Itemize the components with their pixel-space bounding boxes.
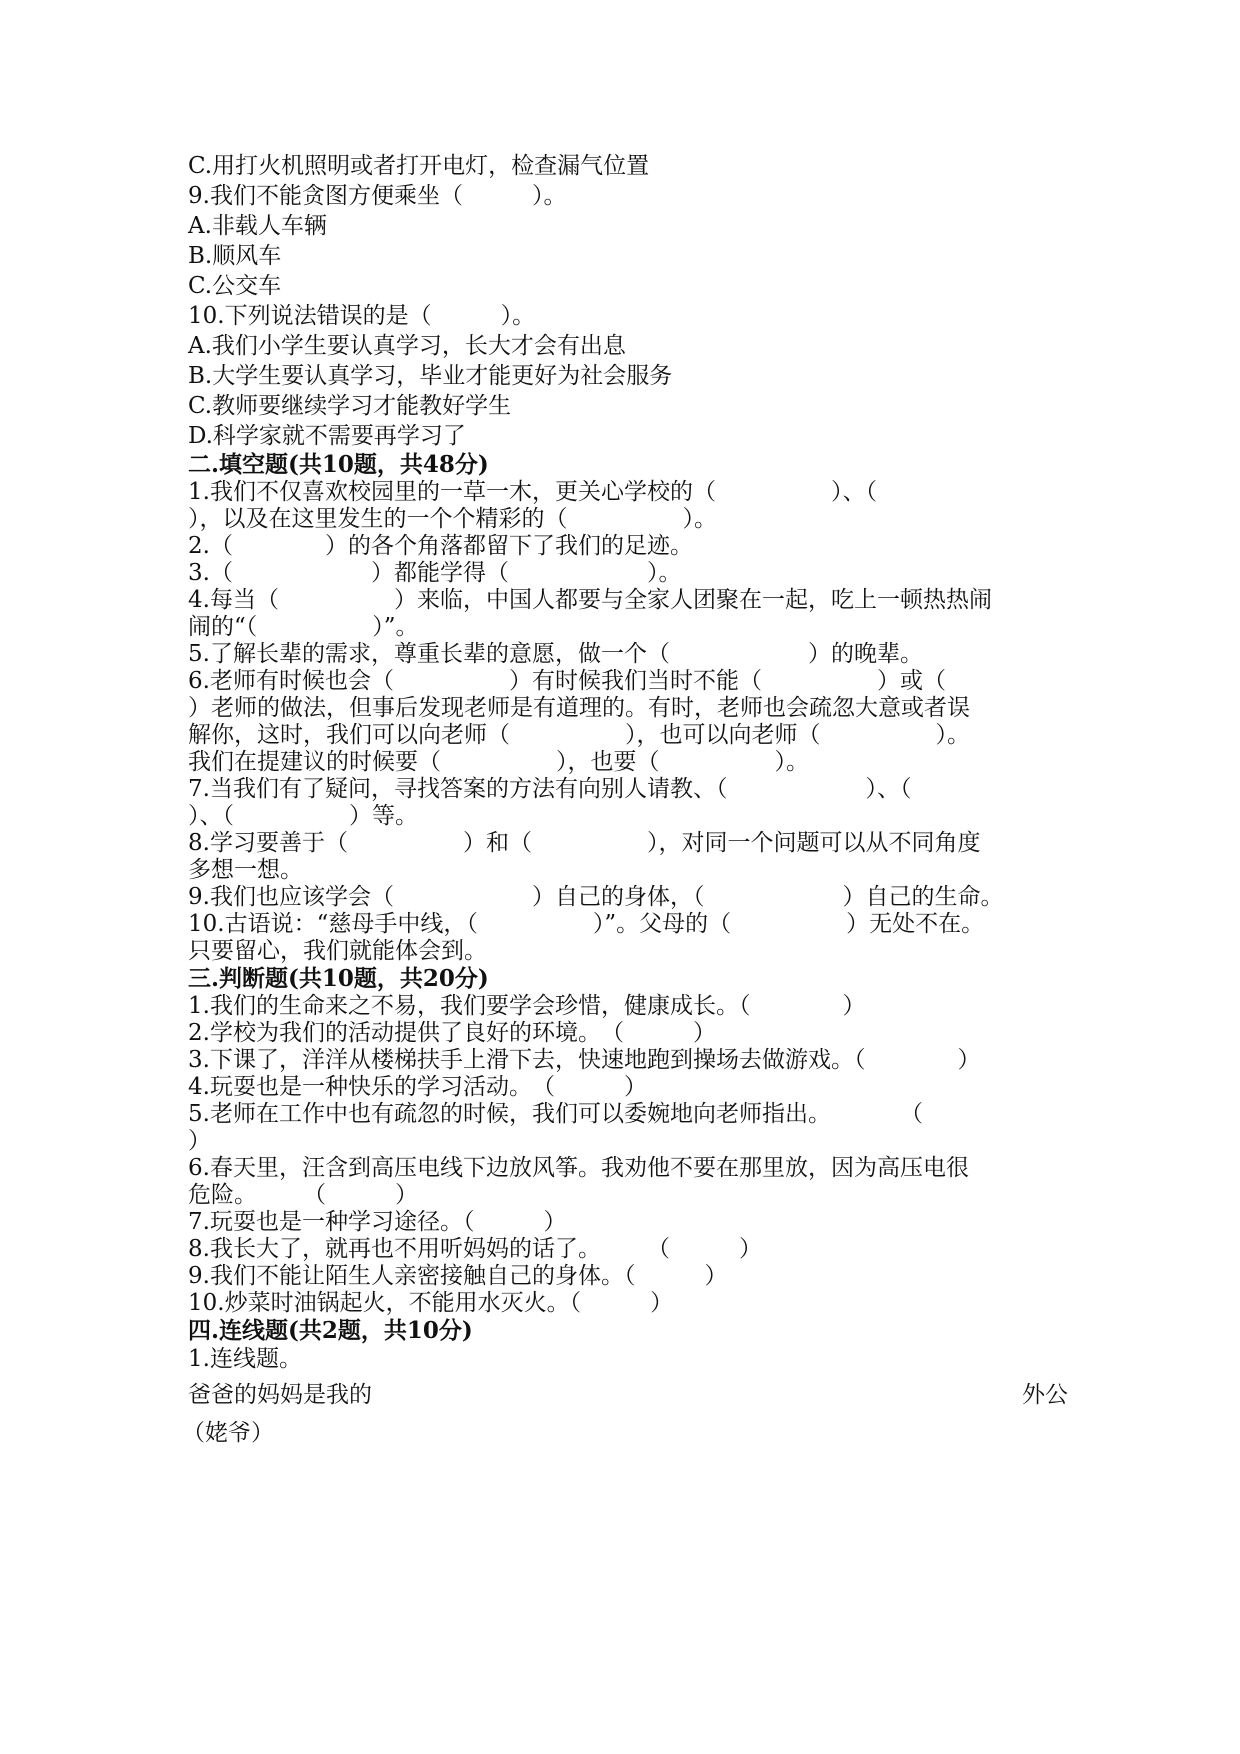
fill-line: 10.古语说：“慈母手中线，（ ）”。父母的（ ）无处不在。	[188, 911, 985, 937]
fill-line: 多想一想。	[188, 857, 303, 883]
q10-option-b: B.大学生要认真学习，毕业才能更好为社会服务	[188, 363, 673, 389]
fill-line: 6.老师有时候也会（ ）有时候我们当时不能（ ）或（	[188, 668, 946, 694]
judge-line: 8.我长大了，就再也不用听妈妈的话了。 （ ）	[188, 1236, 762, 1262]
fill-line: ）老师的做法，但事后发现老师是有道理的。有时，老师也会疏忽大意或者误	[188, 695, 970, 721]
fill-line: 5.了解长辈的需求，尊重长辈的意愿，做一个（ ）的晚辈。	[188, 641, 923, 667]
q9-option-c: C.公交车	[188, 273, 282, 299]
match-right-note: （姥爷）	[182, 1420, 274, 1446]
fill-line: 1.我们不仅喜欢校园里的一草一木，更关心学校的（ ）、（	[188, 479, 877, 505]
match-section-heading: 四.连线题(共2题，共10分)	[188, 1317, 473, 1344]
fill-line: 只要留心，我们就能体会到。	[188, 938, 487, 964]
match-left-item[interactable]: 爸爸的妈妈是我的	[188, 1382, 372, 1408]
fill-line: ）、（ ）等。	[188, 803, 418, 829]
fill-line: 9.我们也应该学会（ ）自己的身体，（ ）自己的生命。	[188, 884, 1004, 910]
judge-line: 5.老师在工作中也有疏忽的时候，我们可以委婉地向老师指出。 （	[188, 1101, 923, 1127]
fill-section-heading: 二.填空题(共10题，共48分)	[188, 451, 489, 478]
judge-line: 10.炒菜时油锅起火，不能用水灭火。（ ）	[188, 1290, 674, 1316]
exam-page	[182, 151, 1068, 1450]
fill-line: 3.（ ）都能学得（ ）。	[188, 560, 682, 586]
judge-line: ）	[188, 1128, 211, 1154]
q10-stem: 10.下列说法错误的是（ ）。	[188, 303, 536, 329]
q9-option-b: B.顺风车	[188, 243, 282, 269]
fill-line: 2.（ ）的各个角落都留下了我们的足迹。	[188, 533, 693, 559]
judge-line: 1.我们的生命来之不易，我们要学会珍惜，健康成长。（ ）	[188, 993, 866, 1019]
fill-line: 4.每当（ ）来临，中国人都要与全家人团聚在一起，吃上一顿热热闹	[188, 587, 992, 613]
judge-line: 危险。 （ ）	[188, 1182, 418, 1208]
fill-line: 7.当我们有了疑问，寻找答案的方法有向别人请教、（ ）、（	[188, 776, 912, 802]
match-q1-stem: 1.连线题。	[188, 1346, 302, 1372]
fill-line: 解你，这时，我们可以向老师（ ），也可以向老师（ ）。	[188, 722, 970, 748]
q9-option-a: A.非载人车辆	[188, 213, 327, 239]
judge-line: 3.下课了，洋洋从楼梯扶手上滑下去，快速地跑到操场去做游戏。（ ）	[188, 1047, 981, 1073]
match-right-item[interactable]: 外公	[1022, 1382, 1068, 1408]
fill-line: 8.学习要善于（ ）和（ ），对同一个问题可以从不同角度	[188, 830, 981, 856]
judge-line: 2.学校为我们的活动提供了良好的环境。 （ ）	[188, 1020, 716, 1046]
judge-line: 4.玩耍也是一种快乐的学习活动。 （ ）	[188, 1074, 647, 1100]
judge-line: 7.玩耍也是一种学习途径。（ ）	[188, 1209, 567, 1235]
fill-line: 我们在提建议的时候要（ ），也要（ ）。	[188, 749, 809, 775]
fill-line: ），以及在这里发生的一个个精彩的（ ）。	[188, 506, 717, 532]
q10-option-a: A.我们小学生要认真学习，长大才会有出息	[188, 333, 626, 359]
q8-option-c: C.用打火机照明或者打开电灯，检查漏气位置	[188, 153, 650, 179]
judge-line: 9.我们不能让陌生人亲密接触自己的身体。（ ）	[188, 1263, 728, 1289]
match-row	[188, 1373, 1068, 1417]
fill-line: 闹的“（ ）”。	[188, 614, 419, 640]
judge-line: 6.春天里，汪含到高压电线下边放风筝。我劝他不要在那里放，因为高压电很	[188, 1155, 969, 1181]
q10-option-c: C.教师要继续学习才能教好学生	[188, 393, 512, 419]
judge-section-heading: 三.判断题(共10题，共20分)	[188, 965, 489, 992]
q10-option-d: D.科学家就不需要再学习了	[188, 423, 466, 449]
q9-stem: 9.我们不能贪图方便乘坐（ ）。	[188, 183, 567, 209]
